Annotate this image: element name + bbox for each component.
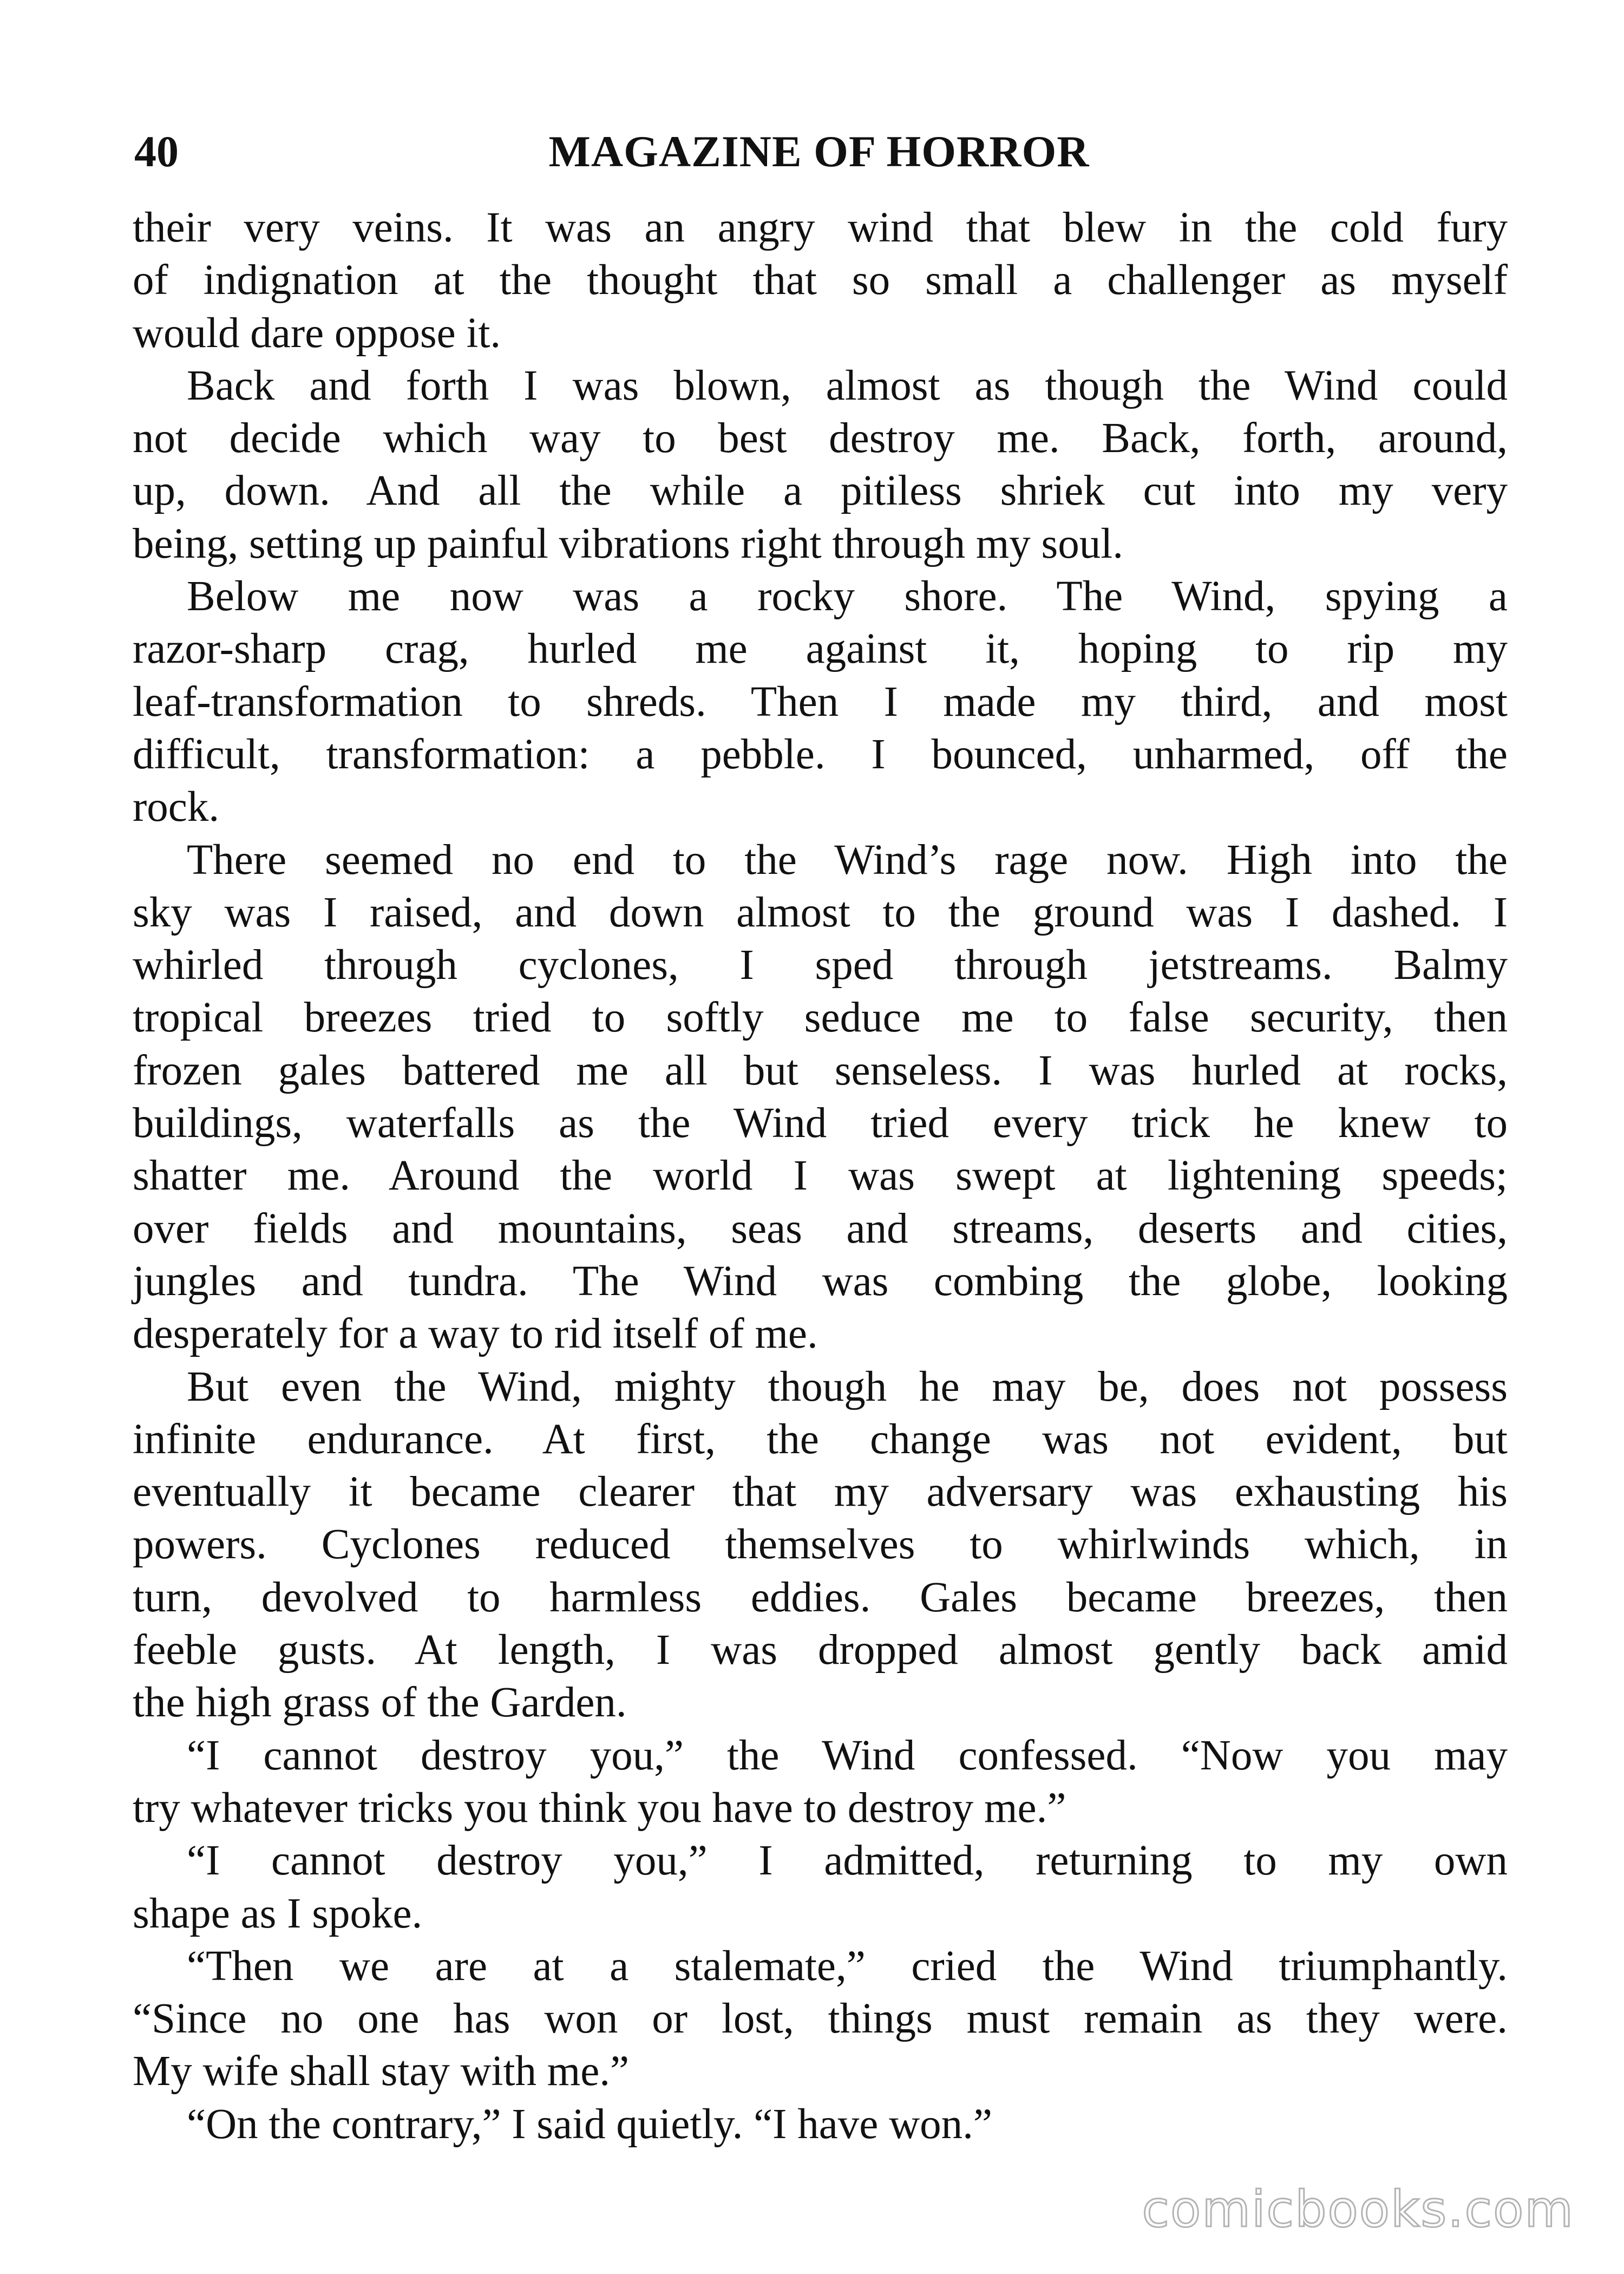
story-text [133,201,1508,2151]
text-line: turn, devolved to harmless eddies. Gales became breezes, then [133,1573,1508,1621]
text-line: their very veins. It was an angry wind that blew in the cold fury [133,204,1508,251]
paragraph [133,834,1508,1361]
text-line: shatter me. Around the world I was swept at lightening speeds; [133,1152,1508,1200]
running-head [134,122,1504,181]
paragraph [133,570,1508,833]
text-line: But even the Wind, mighty though he may be, does not possess [187,1363,1508,1410]
text-line: “I cannot destroy you,” I admitted, returning to my own [187,1837,1508,1885]
page-number: 40 [134,127,179,176]
text-line: shape as I spoke. [133,1890,423,1937]
text-line: Below me now was a rocky shore. The Wind, spying a [187,573,1508,620]
text-line: over fields and mountains, seas and streams, deserts and cities, [133,1205,1508,1252]
paragraph [133,1361,1508,1729]
text-line: My wife shall stay with me.” [133,2048,630,2095]
watermark: comicbooks.com [1142,2180,1574,2238]
text-line: infinite endurance. At first, the change was not evident, but [133,1415,1508,1463]
text-line: not decide which way to best destroy me. Back, forth, around, [133,415,1508,462]
text-line: jungles and tundra. The Wind was combing the globe, looking [133,1257,1508,1305]
text-line: leaf-transformation to shreds. Then I made my third, and most [133,678,1508,726]
text-line: feeble gusts. At length, I was dropped almost gently back amid [133,1626,1508,1674]
paragraph [133,1940,1508,2098]
text-line: eventually it became clearer that my adversary was exhausting his [133,1468,1508,1516]
text-line: difficult, transformation: a pebble. I bounced, unharmed, off the [133,730,1508,778]
text-line: razor-sharp crag, hurled me against it, hoping to rip my [133,625,1508,673]
text-line: “Then we are at a stalemate,” cried the Wind triumphantly. [187,1942,1508,1990]
magazine-title: MAGAZINE OF HORROR [548,127,1090,176]
text-line: “On the contrary,” I said quietly. “I have won.” [187,2100,992,2148]
text-line: would dare oppose it. [133,309,501,357]
text-line: tropical breezes tried to softly seduce me to false security, then [133,994,1508,1042]
text-line: buildings, waterfalls as the Wind tried every trick he knew to [133,1100,1508,1147]
paragraph [133,360,1508,570]
paragraph [133,201,1508,360]
text-line: powers. Cyclones reduced themselves to whirlwinds which, in [133,1521,1508,1569]
text-line: up, down. And all the while a pitiless shriek cut into my very [133,467,1508,515]
paragraph [133,2098,1508,2151]
text-line: frozen gales battered me all but senseless. I was hurled at rocks, [133,1047,1508,1094]
text-line: rock. [133,783,220,831]
text-line: the high grass of the Garden. [133,1679,627,1727]
text-line: “I cannot destroy you,” the Wind confessed. “Now you may [187,1731,1508,1779]
text-line: “Since no one has won or lost, things must remain as they were. [133,1995,1508,2043]
paragraph [133,1834,1508,1940]
text-line: There seemed no end to the Wind’s rage now. High into the [187,836,1508,884]
text-line: whirled through cyclones, I sped through jetstreams. Balmy [133,942,1508,989]
text-line: try whatever tricks you think you have to destroy me.” [133,1784,1066,1832]
text-line: Back and forth I was blown, almost as though the Wind could [187,362,1508,409]
paragraph [133,1729,1508,1835]
text-line: desperately for a way to rid itself of me. [133,1310,818,1358]
text-line: being, setting up painful vibrations right through my soul. [133,520,1123,567]
text-line: sky was I raised, and down almost to the ground was I dashed. I [133,888,1508,936]
text-line: of indignation at the thought that so small a challenger as myself [133,257,1508,304]
